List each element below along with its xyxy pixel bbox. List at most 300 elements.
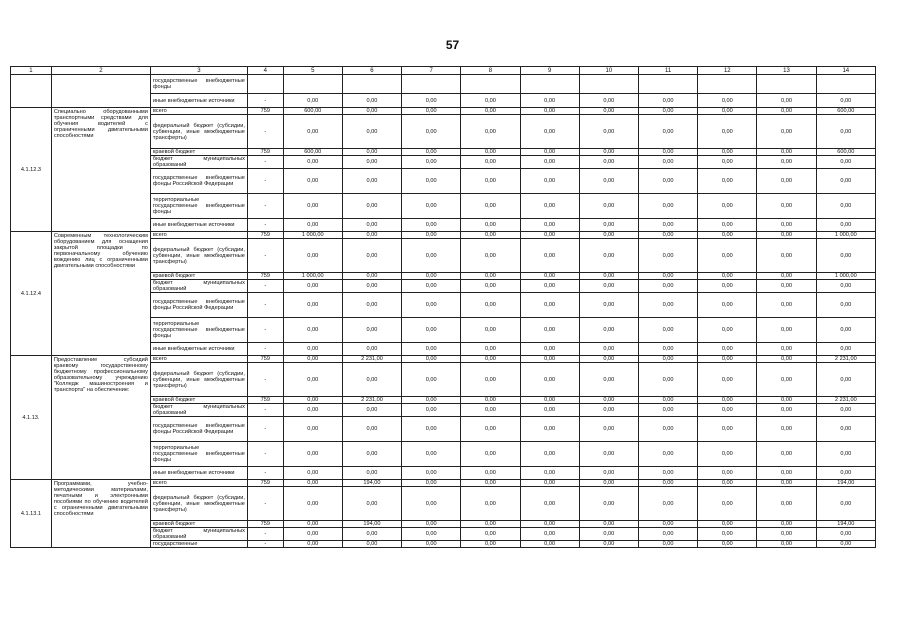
value-cell: 0,00 <box>461 149 520 156</box>
value-cell: 0,00 <box>816 194 875 219</box>
value-cell: 0,00 <box>402 169 461 194</box>
value-cell: 0,00 <box>283 115 342 149</box>
value-cell: 0,00 <box>283 94 342 108</box>
item-code-cell: 4.1.12.3 <box>11 108 52 232</box>
value-cell: 0,00 <box>638 528 697 541</box>
funding-source-cell: федеральный бюджет (субсидии, субвенции, иные межбюджетные трансферты) <box>150 487 247 521</box>
value-cell: 0,00 <box>342 94 401 108</box>
value-cell: 0,00 <box>757 442 816 467</box>
value-cell: 0,00 <box>520 232 579 239</box>
column-header: 4 <box>247 67 283 75</box>
value-cell: 0,00 <box>757 397 816 404</box>
value-cell: 0,00 <box>698 480 757 487</box>
value-cell: 0,00 <box>283 356 342 363</box>
value-cell: 0,00 <box>520 480 579 487</box>
value-cell <box>342 75 401 94</box>
value-cell: 1 000,00 <box>283 273 342 280</box>
value-cell: 0,00 <box>757 467 816 480</box>
funding-source-cell: территориальные государственные внебюджетные фонды <box>150 194 247 219</box>
value-cell: 0,00 <box>757 169 816 194</box>
value-cell: 0,00 <box>579 467 638 480</box>
column-header: 10 <box>579 67 638 75</box>
value-cell: 0,00 <box>757 541 816 548</box>
code-cell <box>247 75 283 94</box>
value-cell: 0,00 <box>402 232 461 239</box>
value-cell: 0,00 <box>461 232 520 239</box>
funding-source-cell: федеральный бюджет (субсидии, субвенции, иные межбюджетные трансферты) <box>150 363 247 397</box>
value-cell: 0,00 <box>342 467 401 480</box>
value-cell: 0,00 <box>461 541 520 548</box>
value-cell: 0,00 <box>816 404 875 417</box>
code-cell: - <box>247 115 283 149</box>
value-cell: 0,00 <box>698 363 757 397</box>
code-cell: 759 <box>247 232 283 239</box>
value-cell: 0,00 <box>342 363 401 397</box>
column-header: 14 <box>816 67 875 75</box>
value-cell: 0,00 <box>283 521 342 528</box>
value-cell: 0,00 <box>757 94 816 108</box>
value-cell: 0,00 <box>461 363 520 397</box>
value-cell: 0,00 <box>816 363 875 397</box>
value-cell: 0,00 <box>638 169 697 194</box>
funding-source-cell: всего <box>150 232 247 239</box>
value-cell <box>757 75 816 94</box>
value-cell: 0,00 <box>638 343 697 356</box>
value-cell: 0,00 <box>579 442 638 467</box>
value-cell: 0,00 <box>461 528 520 541</box>
value-cell: 0,00 <box>757 404 816 417</box>
value-cell: 0,00 <box>638 239 697 273</box>
value-cell: 600,00 <box>816 108 875 115</box>
value-cell: 0,00 <box>461 487 520 521</box>
value-cell: 0,00 <box>520 404 579 417</box>
value-cell: 0,00 <box>342 169 401 194</box>
table-row <box>11 108 876 115</box>
value-cell: 0,00 <box>461 521 520 528</box>
value-cell: 0,00 <box>638 480 697 487</box>
value-cell: 0,00 <box>342 293 401 318</box>
value-cell: 0,00 <box>461 343 520 356</box>
value-cell: 0,00 <box>402 108 461 115</box>
value-cell: 0,00 <box>520 239 579 273</box>
value-cell: 0,00 <box>638 417 697 442</box>
value-cell: 0,00 <box>579 232 638 239</box>
value-cell: 0,00 <box>757 356 816 363</box>
value-cell: 0,00 <box>342 528 401 541</box>
value-cell: 0,00 <box>579 363 638 397</box>
value-cell: 0,00 <box>520 343 579 356</box>
value-cell: 0,00 <box>402 293 461 318</box>
code-cell: - <box>247 280 283 293</box>
code-cell: - <box>247 219 283 232</box>
item-name-cell: Предоставление субсидий краевому государственному бюджетному профессиональному образовательному учреждению "Колледж машиностроения и транспорта" на обеспечение: <box>51 356 150 480</box>
code-cell: 759 <box>247 273 283 280</box>
value-cell: 0,00 <box>579 487 638 521</box>
item-code-cell: 4.1.13. <box>11 356 52 480</box>
value-cell: 0,00 <box>283 363 342 397</box>
value-cell: 0,00 <box>520 521 579 528</box>
value-cell: 0,00 <box>757 487 816 521</box>
value-cell: 0,00 <box>638 541 697 548</box>
value-cell: 0,00 <box>283 156 342 169</box>
value-cell: 0,00 <box>816 417 875 442</box>
value-cell: 0,00 <box>757 219 816 232</box>
value-cell: 0,00 <box>402 521 461 528</box>
value-cell <box>638 75 697 94</box>
value-cell: 0,00 <box>579 397 638 404</box>
value-cell: 0,00 <box>520 169 579 194</box>
value-cell: 1 000,00 <box>816 273 875 280</box>
value-cell: 0,00 <box>461 115 520 149</box>
value-cell: 0,00 <box>638 442 697 467</box>
value-cell <box>461 75 520 94</box>
value-cell: 194,00 <box>816 480 875 487</box>
value-cell: 0,00 <box>520 194 579 219</box>
funding-source-cell: государственные внебюджетные фонды <box>150 75 247 94</box>
value-cell: 0,00 <box>520 149 579 156</box>
value-cell: 0,00 <box>638 108 697 115</box>
value-cell: 0,00 <box>638 356 697 363</box>
value-cell: 0,00 <box>579 318 638 343</box>
value-cell: 0,00 <box>579 280 638 293</box>
item-name-cell: Специально оборудованными транспортными средствами для обучения водителей с ограниченными двигательными способностями <box>51 108 150 232</box>
value-cell: 0,00 <box>461 293 520 318</box>
code-cell: - <box>247 528 283 541</box>
value-cell: 0,00 <box>461 397 520 404</box>
value-cell: 0,00 <box>579 521 638 528</box>
code-cell: - <box>247 156 283 169</box>
value-cell: 0,00 <box>461 273 520 280</box>
value-cell: 0,00 <box>402 480 461 487</box>
value-cell: 0,00 <box>283 417 342 442</box>
value-cell: 0,00 <box>638 318 697 343</box>
value-cell: 0,00 <box>698 442 757 467</box>
code-cell: - <box>247 541 283 548</box>
value-cell: 0,00 <box>638 487 697 521</box>
value-cell: 0,00 <box>283 467 342 480</box>
value-cell: 0,00 <box>402 94 461 108</box>
code-cell: - <box>247 467 283 480</box>
value-cell: 0,00 <box>283 528 342 541</box>
value-cell: 0,00 <box>579 156 638 169</box>
value-cell: 0,00 <box>579 480 638 487</box>
value-cell <box>402 75 461 94</box>
value-cell: 0,00 <box>816 343 875 356</box>
value-cell: 0,00 <box>520 94 579 108</box>
value-cell: 600,00 <box>283 108 342 115</box>
value-cell: 0,00 <box>461 219 520 232</box>
table-row <box>11 75 876 94</box>
value-cell: 0,00 <box>816 169 875 194</box>
value-cell: 0,00 <box>698 343 757 356</box>
value-cell: 0,00 <box>638 219 697 232</box>
value-cell: 0,00 <box>757 528 816 541</box>
value-cell: 0,00 <box>698 293 757 318</box>
value-cell: 0,00 <box>283 293 342 318</box>
value-cell: 0,00 <box>283 487 342 521</box>
value-cell: 0,00 <box>757 417 816 442</box>
value-cell: 0,00 <box>638 232 697 239</box>
column-header: 5 <box>283 67 342 75</box>
value-cell: 0,00 <box>698 404 757 417</box>
value-cell: 0,00 <box>342 417 401 442</box>
value-cell: 0,00 <box>579 528 638 541</box>
value-cell: 0,00 <box>402 528 461 541</box>
funding-source-cell: всего <box>150 480 247 487</box>
item-code-cell: 4.1.12.4 <box>11 232 52 356</box>
value-cell: 0,00 <box>698 232 757 239</box>
value-cell: 0,00 <box>579 94 638 108</box>
value-cell: 0,00 <box>402 397 461 404</box>
value-cell: 0,00 <box>698 521 757 528</box>
code-cell: - <box>247 487 283 521</box>
value-cell: 0,00 <box>342 156 401 169</box>
value-cell: 0,00 <box>402 487 461 521</box>
value-cell: 0,00 <box>698 169 757 194</box>
value-cell: 0,00 <box>342 115 401 149</box>
value-cell: 0,00 <box>283 343 342 356</box>
value-cell: 0,00 <box>698 239 757 273</box>
value-cell: 2 231,00 <box>342 356 401 363</box>
value-cell: 0,00 <box>461 442 520 467</box>
funding-source-cell: государственные внебюджетные фонды Российской Федерации <box>150 293 247 318</box>
value-cell: 600,00 <box>816 149 875 156</box>
value-cell: 0,00 <box>638 194 697 219</box>
value-cell: 0,00 <box>342 194 401 219</box>
item-code-cell: 4.1.13.1 <box>11 480 52 548</box>
value-cell: 0,00 <box>698 541 757 548</box>
value-cell: 0,00 <box>520 363 579 397</box>
value-cell: 0,00 <box>579 293 638 318</box>
value-cell: 2 231,00 <box>342 397 401 404</box>
value-cell: 0,00 <box>402 356 461 363</box>
code-cell: - <box>247 404 283 417</box>
value-cell: 0,00 <box>520 442 579 467</box>
value-cell: 0,00 <box>520 293 579 318</box>
funding-source-cell: территориальные государственные внебюджетные фонды <box>150 442 247 467</box>
value-cell: 0,00 <box>816 293 875 318</box>
value-cell: 0,00 <box>698 280 757 293</box>
value-cell: 0,00 <box>461 239 520 273</box>
value-cell: 0,00 <box>638 397 697 404</box>
value-cell <box>579 75 638 94</box>
value-cell: 0,00 <box>402 115 461 149</box>
funding-source-cell: краевой бюджет <box>150 273 247 280</box>
value-cell: 0,00 <box>520 273 579 280</box>
value-cell: 0,00 <box>461 169 520 194</box>
value-cell: 0,00 <box>698 528 757 541</box>
value-cell: 0,00 <box>520 318 579 343</box>
value-cell: 0,00 <box>757 480 816 487</box>
value-cell: 0,00 <box>461 417 520 442</box>
value-cell: 0,00 <box>757 108 816 115</box>
value-cell: 0,00 <box>283 480 342 487</box>
value-cell: 0,00 <box>698 487 757 521</box>
value-cell: 0,00 <box>579 417 638 442</box>
value-cell: 0,00 <box>816 528 875 541</box>
value-cell: 0,00 <box>402 149 461 156</box>
value-cell: 0,00 <box>520 356 579 363</box>
value-cell: 0,00 <box>638 280 697 293</box>
value-cell: 0,00 <box>638 156 697 169</box>
value-cell: 0,00 <box>461 94 520 108</box>
value-cell: 0,00 <box>698 318 757 343</box>
value-cell: 0,00 <box>579 108 638 115</box>
value-cell: 0,00 <box>579 239 638 273</box>
page-number: 57 <box>445 38 460 52</box>
header-row <box>11 67 876 75</box>
funding-source-cell: всего <box>150 356 247 363</box>
value-cell: 0,00 <box>461 467 520 480</box>
value-cell: 0,00 <box>698 194 757 219</box>
value-cell: 0,00 <box>283 404 342 417</box>
value-cell: 0,00 <box>816 115 875 149</box>
funding-source-cell: иные внебюджетные источники <box>150 219 247 232</box>
value-cell: 0,00 <box>402 273 461 280</box>
value-cell: 0,00 <box>283 541 342 548</box>
value-cell: 0,00 <box>816 239 875 273</box>
code-cell: 759 <box>247 521 283 528</box>
value-cell: 0,00 <box>402 363 461 397</box>
funding-source-cell: краевой бюджет <box>150 149 247 156</box>
code-cell: - <box>247 194 283 219</box>
value-cell: 0,00 <box>638 521 697 528</box>
funding-source-cell: государственные внебюджетные фонды Российской Федерации <box>150 417 247 442</box>
value-cell: 0,00 <box>402 404 461 417</box>
value-cell: 0,00 <box>520 528 579 541</box>
value-cell: 0,00 <box>816 442 875 467</box>
value-cell: 0,00 <box>698 108 757 115</box>
value-cell: 194,00 <box>342 521 401 528</box>
code-cell: 759 <box>247 149 283 156</box>
value-cell: 0,00 <box>698 115 757 149</box>
value-cell: 0,00 <box>283 318 342 343</box>
value-cell: 600,00 <box>283 149 342 156</box>
value-cell: 0,00 <box>757 115 816 149</box>
value-cell: 0,00 <box>638 404 697 417</box>
column-header: 2 <box>51 67 150 75</box>
value-cell: 0,00 <box>520 487 579 521</box>
value-cell <box>520 75 579 94</box>
value-cell: 0,00 <box>520 417 579 442</box>
value-cell: 0,00 <box>698 467 757 480</box>
code-cell: - <box>247 169 283 194</box>
funding-source-cell: бюджет муниципальных образований <box>150 404 247 417</box>
code-cell: 759 <box>247 108 283 115</box>
value-cell: 0,00 <box>283 194 342 219</box>
value-cell: 0,00 <box>816 487 875 521</box>
value-cell: 0,00 <box>520 108 579 115</box>
value-cell: 0,00 <box>402 194 461 219</box>
funding-source-cell: всего <box>150 108 247 115</box>
funding-source-cell: государственные внебюджетные фонды Российской Федерации <box>150 169 247 194</box>
value-cell: 0,00 <box>757 280 816 293</box>
value-cell: 0,00 <box>816 219 875 232</box>
code-cell: 759 <box>247 356 283 363</box>
value-cell: 0,00 <box>816 318 875 343</box>
value-cell: 0,00 <box>342 487 401 521</box>
value-cell: 0,00 <box>402 239 461 273</box>
code-cell: 759 <box>247 480 283 487</box>
funding-source-cell: бюджет муниципальных образований <box>150 280 247 293</box>
column-header: 8 <box>461 67 520 75</box>
value-cell: 0,00 <box>402 467 461 480</box>
code-cell: 759 <box>247 397 283 404</box>
value-cell: 0,00 <box>461 108 520 115</box>
table-row <box>11 232 876 239</box>
value-cell: 0,00 <box>638 273 697 280</box>
code-cell: - <box>247 363 283 397</box>
value-cell <box>283 75 342 94</box>
value-cell: 0,00 <box>579 115 638 149</box>
value-cell: 0,00 <box>342 541 401 548</box>
value-cell: 0,00 <box>579 194 638 219</box>
value-cell: 0,00 <box>638 149 697 156</box>
value-cell: 0,00 <box>579 149 638 156</box>
value-cell: 0,00 <box>402 280 461 293</box>
value-cell: 0,00 <box>757 343 816 356</box>
column-header: 13 <box>757 67 816 75</box>
funding-source-cell: бюджет муниципальных образований <box>150 156 247 169</box>
value-cell: 0,00 <box>402 343 461 356</box>
value-cell: 0,00 <box>579 356 638 363</box>
value-cell: 0,00 <box>757 273 816 280</box>
value-cell: 0,00 <box>757 149 816 156</box>
value-cell: 0,00 <box>342 343 401 356</box>
value-cell: 194,00 <box>342 480 401 487</box>
code-cell: - <box>247 343 283 356</box>
value-cell: 0,00 <box>638 115 697 149</box>
code-cell: - <box>247 94 283 108</box>
value-cell: 2 231,00 <box>816 397 875 404</box>
value-cell: 0,00 <box>638 467 697 480</box>
value-cell: 0,00 <box>461 156 520 169</box>
value-cell: 0,00 <box>402 318 461 343</box>
value-cell: 0,00 <box>816 280 875 293</box>
funding-source-cell: государственные <box>150 541 247 548</box>
column-header: 6 <box>342 67 401 75</box>
value-cell <box>698 75 757 94</box>
funding-source-cell: краевой бюджет <box>150 397 247 404</box>
value-cell: 0,00 <box>520 467 579 480</box>
value-cell: 0,00 <box>757 232 816 239</box>
budget-table <box>10 66 876 548</box>
value-cell: 0,00 <box>757 156 816 169</box>
value-cell: 0,00 <box>520 219 579 232</box>
funding-source-cell: территориальные государственные внебюджетные фонды <box>150 318 247 343</box>
value-cell: 0,00 <box>698 397 757 404</box>
value-cell: 0,00 <box>461 318 520 343</box>
value-cell: 0,00 <box>816 467 875 480</box>
column-header: 12 <box>698 67 757 75</box>
value-cell: 0,00 <box>461 404 520 417</box>
value-cell: 0,00 <box>638 293 697 318</box>
value-cell: 0,00 <box>757 194 816 219</box>
code-cell: - <box>247 293 283 318</box>
code-cell: - <box>247 417 283 442</box>
column-header: 3 <box>150 67 247 75</box>
value-cell: 0,00 <box>698 273 757 280</box>
value-cell: 0,00 <box>283 219 342 232</box>
value-cell: 0,00 <box>757 363 816 397</box>
value-cell: 0,00 <box>579 169 638 194</box>
value-cell: 0,00 <box>342 273 401 280</box>
value-cell: 194,00 <box>816 521 875 528</box>
value-cell: 0,00 <box>579 273 638 280</box>
value-cell: 0,00 <box>816 156 875 169</box>
value-cell: 0,00 <box>698 156 757 169</box>
funding-source-cell: федеральный бюджет (субсидии, субвенции, иные межбюджетные трансферты) <box>150 115 247 149</box>
